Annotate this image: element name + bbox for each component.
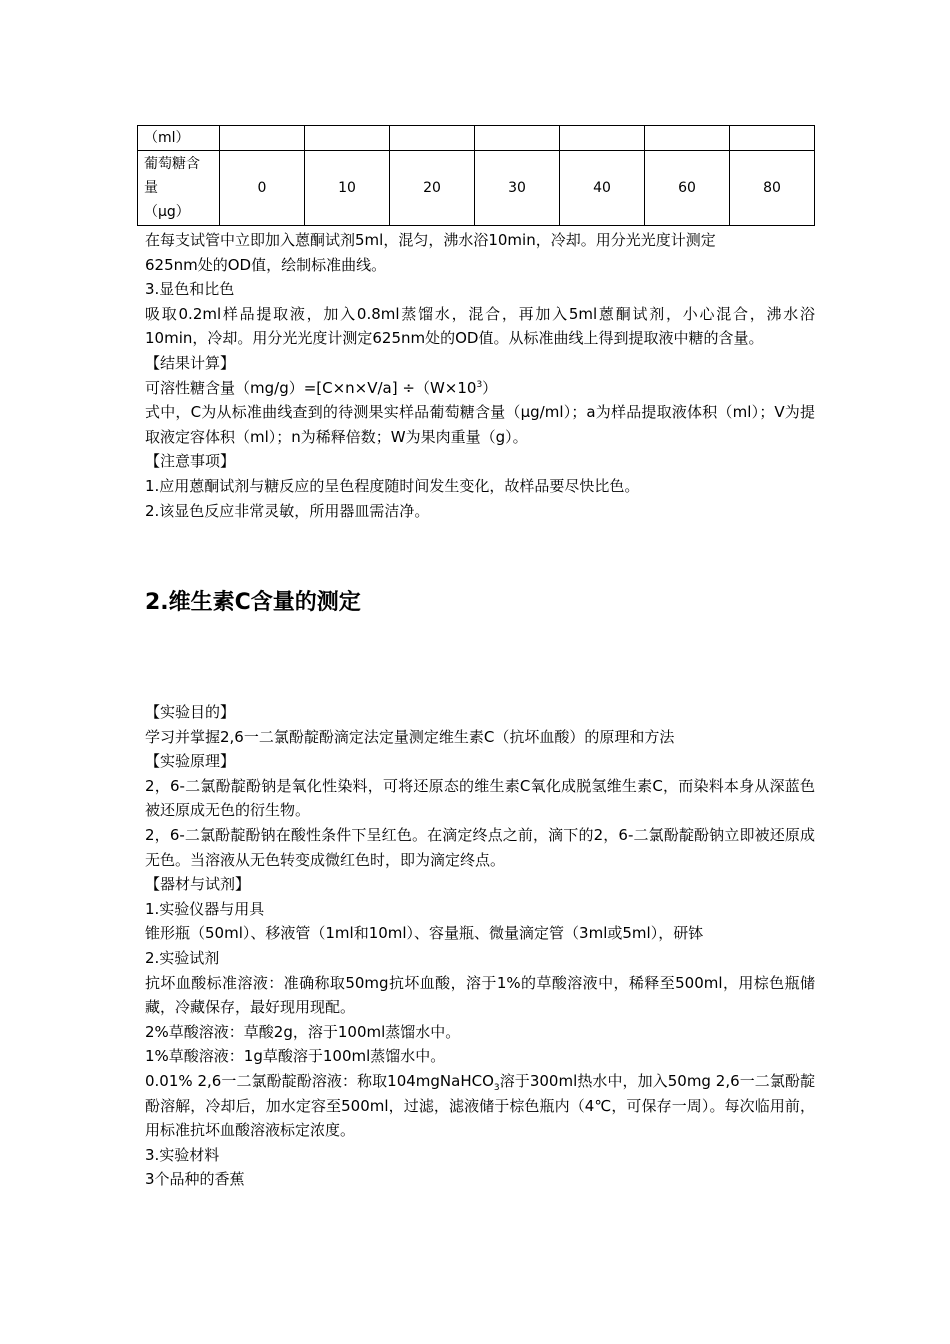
- formula-exponent: 3: [476, 379, 483, 390]
- step-title: 1.实验仪器与用具: [145, 899, 265, 918]
- table-cell: 40: [560, 151, 645, 226]
- glucose-standard-table: [137, 125, 815, 226]
- formula-main: 可溶性糖含量（mg/g）=[C×n×V/a] ÷（W×10: [145, 378, 477, 397]
- table-cell: 30: [475, 151, 560, 226]
- paragraph: [145, 1069, 815, 1143]
- section-heading: 【实验原理】: [145, 752, 236, 771]
- formula: [145, 376, 815, 401]
- table-row: [138, 151, 815, 226]
- table-cell: [390, 126, 475, 151]
- paragraph: 锥形瓶（50ml）、移液管（1ml和10ml）、容量瓶、微量滴定管（3ml或5ml），研钵: [145, 924, 704, 943]
- table-cell: [560, 126, 645, 151]
- section2-text: [145, 700, 815, 1192]
- paragraph: 学习并掌握2,6一二氯酚靛酚滴定法定量测定维生素C（抗坏血酸）的原理和方法: [145, 727, 675, 746]
- paragraph: 抗坏血酸标准溶液：准确称取50mg抗坏血酸，溶于1%的草酸溶液中，稀释至500ml，用棕色瓶储藏，冷藏保存，最好现用现配。: [145, 973, 815, 1017]
- label-line: 量: [144, 180, 158, 196]
- label-line: 葡萄糖含: [144, 156, 200, 172]
- paragraph: 1%草酸溶液：1g草酸溶于100ml蒸馏水中。: [145, 1047, 446, 1066]
- step-title: 3.实验材料: [145, 1145, 220, 1164]
- note-item: 2.该显色反应非常灵敏，所用器皿需洁净。: [145, 501, 430, 520]
- section-title: 2.维生素C含量的测定: [145, 590, 361, 615]
- reagent4-pre: 0.01% 2,6一二氯酚靛酚溶液：称取104mgNaHCO: [145, 1071, 494, 1090]
- section-heading: 【实验目的】: [145, 703, 236, 721]
- table-cell: 80: [730, 151, 815, 226]
- paragraph: 吸取0.2ml样品提取液，加入0.8ml蒸馏水，混合，再加入5ml蒽酮试剂，小心混合，沸水浴10min，冷却。用分光光度计测定625nm处的OD值。从标准曲线上得到提取液中糖的含量。: [145, 304, 815, 348]
- paragraph: 625nm处的OD值，绘制标准曲线。: [145, 255, 387, 274]
- reagent4-subscript: 3: [493, 1082, 500, 1093]
- paragraph: 式中，C为从标准曲线查到的待测果实样品葡萄糖含量（μg/ml）；a为样品提取液体积（ml）；V为提取液定容体积（ml）；n为稀释倍数；W为果肉重量（g）。: [145, 403, 815, 446]
- table-row-label: [138, 151, 220, 226]
- table-cell: [645, 126, 730, 151]
- paragraph: 2，6-二氯酚靛酚钠是氧化性染料，可将还原态的维生素C氧化成脱氢维生素C，而染料本身从深蓝色被还原成无色的衍生物。: [145, 776, 815, 820]
- step-title: 2.实验试剂: [145, 948, 220, 967]
- note-item: 1.应用蒽酮试剂与糖反应的呈色程度随时间发生变化，故样品要尽快比色。: [145, 476, 640, 495]
- section-heading: 【注意事项】: [145, 452, 236, 471]
- reagent4-post: 溶于300ml热水中，加入50mg 2,6一二氯酚靛酚溶解，冷却后，加水定容至500ml，过滤，滤液储于棕色瓶内（4℃，可保存一周）。每次临用前，用标准抗坏血酸溶液标定浓度。: [145, 1071, 815, 1140]
- table-cell: 60: [645, 151, 730, 226]
- section-heading: 【器材与试剂】: [145, 875, 251, 894]
- table-cell: [475, 126, 560, 151]
- table-cell: [220, 126, 305, 151]
- table-row-label: （ml）: [138, 126, 220, 151]
- table-cell: [305, 126, 390, 151]
- paragraph: 2%草酸溶液：草酸2g，溶于100ml蒸馏水中。: [145, 1022, 461, 1041]
- paragraph: 3个品种的香蕉: [145, 1170, 245, 1189]
- table-cell: 10: [305, 151, 390, 226]
- paragraph: 2，6-二氯酚靛酚钠在酸性条件下呈红色。在滴定终点之前，滴下的2，6-二氯酚靛酚钠立即被还原成无色。当溶液从无色转变成微红色时，即为滴定终点。: [145, 825, 815, 869]
- formula-close: ）: [482, 378, 498, 397]
- label-line: （μg）: [144, 204, 190, 220]
- table-cell: 0: [220, 151, 305, 226]
- table-cell: [730, 126, 815, 151]
- paragraph: 在每支试管中立即加入蒽酮试剂5ml，混匀，沸水浴10min，冷却。用分光光度计测定: [145, 231, 716, 249]
- section1-text: [145, 228, 815, 523]
- step-title: 3.显色和比色: [145, 280, 235, 299]
- section-heading: 【结果计算】: [145, 353, 236, 372]
- table-row: [138, 126, 815, 151]
- table-cell: 20: [390, 151, 475, 226]
